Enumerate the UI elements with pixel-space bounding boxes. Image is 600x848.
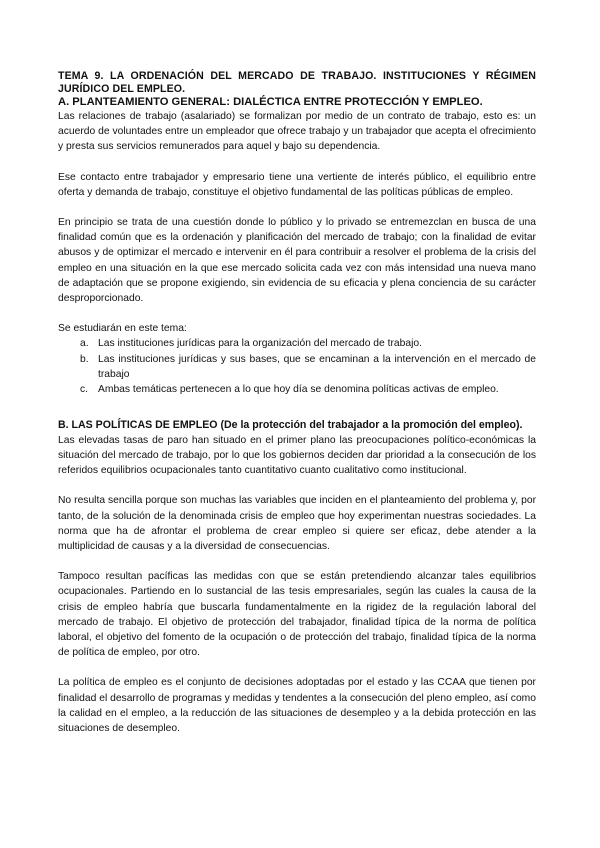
section-b-paragraph-2: No resulta sencilla porque son muchas las variables que inciden en el planteamiento del problema y, por tanto, de la solución de la denominada crisis de empleo que hoy experimentan nuestras sociedades. La norma que ha de afrontar el problema de crear empleo si quiere ser eficaz, debe atender a la multiplicidad de causas y a la diversidad de consecuencias. [58, 495, 536, 552]
document-title: TEMA 9. LA ORDENACIÓN DEL MERCADO DE TRABAJO. INSTITUCIONES Y RÉGIMEN JURÍDICO DEL EMPLEO. [58, 70, 536, 95]
document-page [58, 70, 536, 736]
list-marker: a. [80, 338, 89, 350]
section-b-heading [58, 419, 536, 433]
list-marker: b. [80, 353, 89, 365]
section-a-list-intro: Se estudiarán en este tema: [58, 323, 187, 335]
list-item-text: Ambas temáticas pertenecen a lo que hoy día se denomina políticas activas de empleo. [98, 384, 499, 396]
section-b-heading-subtitle: (De la protección del trabajador a la promoción del empleo). [217, 419, 523, 432]
list-item [80, 382, 536, 397]
topic-list [58, 336, 536, 397]
section-b-paragraph-4: La política de empleo es el conjunto de decisiones adoptadas por el estado y las CCAA que tienen por finalidad el desarrollo de programas y medidas y tendentes a la consecución del pleno empleo, así como la calidad en el empleo, a la reducción de las situaciones de desempleo y a la debida protección en las situaciones de desempleo. [58, 677, 536, 734]
list-marker: c. [80, 384, 89, 396]
list-item [80, 352, 536, 382]
section-a-paragraph-2: Ese contacto entre trabajador y empresario tiene una vertiente de interés público, el equilibrio entre oferta y demanda de trabajo, constituye el objetivo fundamental de las políticas públicas de empleo. [58, 171, 536, 198]
section-b-heading-main: B. LAS POLÍTICAS DE EMPLEO [58, 419, 218, 432]
section-a-paragraph-3: En principio se trata de una cuestión donde lo público y lo privado se entremezclan en busca de una finalidad común que es la ordenación y planificación del mercado de trabajo; con la finalidad de evitar abusos y de optimizar el mercado e intervenir en él para contribuir a resolver el problema de la crisis del empleo en una situación en la que ese mercado solicita cada vez con más intensidad una nueva mano de adaptación que se propone exigiendo, sin evidencia de su eficacia y plena conciencia de su carácter desproporcionado. [58, 217, 536, 305]
section-a-paragraph-1: Las relaciones de trabajo (asalariado) se formalizan por medio de un contrato de trabajo, esto es: un acuerdo de voluntades entre un empleador que ofrece trabajo y un trabajador que acepta el ofrecimiento y presta sus servicios remunerados para aquel y bajo su dependencia. [58, 111, 536, 153]
list-item [80, 336, 536, 351]
list-item-text: Las instituciones jurídicas para la organización del mercado de trabajo. [98, 338, 422, 350]
list-item-text: Las instituciones jurídicas y sus bases, que se encaminan a la intervención en el mercado de trabajo [98, 353, 536, 380]
section-b-paragraph-1: Las elevadas tasas de paro han situado en el primer plano las preocupaciones político-económicas la situación del mercado de trabajo, por lo que los gobiernos deciden dar prioridad a la consecución de los referidos equilibrios ocupacionales tanto cuantitativo cuanto cualitativo como institucional. [58, 434, 536, 477]
section-b-paragraph-3: Tampoco resultan pacíficas las medidas con que se están pretendiendo alcanzar tales equilibrios ocupacionales. Partiendo en lo sustancial de las tesis empresariales, según las cuales la causa de la crisis de empleo habría que buscarla fundamentalmente en la rigidez de la regulación laboral del mercado de trabajo. El objetivo de protección del trabajador, finalidad típica de la norma de política laboral, el objetivo del fomento de la ocupación o de protección del trabajo, finalidad típica de la norma de política de empleo, por otro. [58, 571, 536, 659]
section-a-heading: A. PLANTEAMIENTO GENERAL: DIALÉCTICA ENTRE PROTECCIÓN Y EMPLEO. [58, 96, 483, 108]
